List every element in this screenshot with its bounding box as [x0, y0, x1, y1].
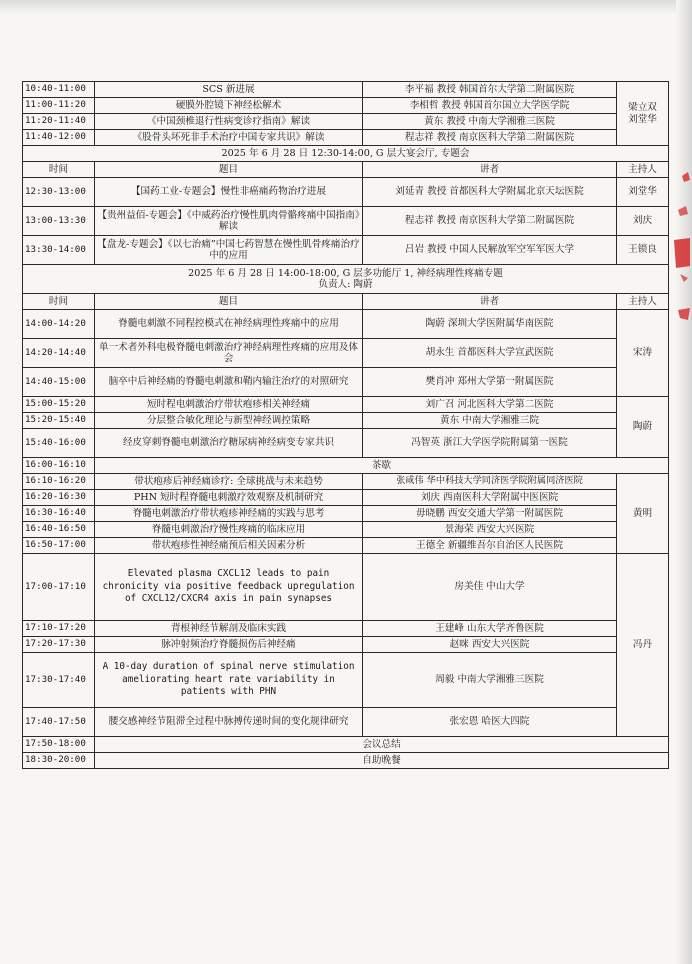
title-cell: 【盘龙-专题会】《以七治痛”中国七药智慧在慢性肌骨疼痛治疗中的应用	[95, 236, 363, 265]
schedule-row	[23, 339, 669, 368]
time-cell: 14:20-14:40	[23, 339, 95, 368]
schedule-row	[23, 429, 669, 458]
title-cell: 脉冲射频治疗脊髓损伤后神经痛	[95, 637, 363, 653]
column-header-row	[23, 294, 669, 310]
speaker-cell: 陶蔚 深圳大学医附属华南医院	[363, 310, 617, 339]
speaker-cell: 刘广召 河北医科大学第二医院	[363, 397, 617, 413]
time-cell: 12:30-13:00	[23, 178, 95, 207]
title-cell: 短时程电刺激治疗带状疱疹相关神经痛	[95, 397, 363, 413]
speaker-cell: 吕岩 教授 中国人民解放军空军军医大学	[363, 236, 617, 265]
title-cell: SCS 新进展	[95, 82, 363, 98]
schedule-row	[23, 82, 669, 98]
col-header-title: 题目	[95, 162, 363, 178]
time-cell: 16:00-16:10	[23, 458, 95, 474]
schedule-row	[23, 637, 669, 653]
summary-label: 会议总结	[95, 737, 669, 753]
host-cell: 刘庆	[617, 207, 669, 236]
col-header-time: 时间	[23, 162, 95, 178]
time-cell: 17:10-17:20	[23, 621, 95, 637]
time-cell: 18:30-20:00	[23, 753, 95, 769]
time-cell: 10:40-11:00	[23, 82, 95, 98]
title-cell: 带状疱疹后神经痛诊疗: 全球挑战与未来趋势	[95, 474, 363, 490]
title-cell: 【国药工业-专题会】慢性非癌痛药物治疗进展	[95, 178, 363, 207]
schedule-row	[23, 397, 669, 413]
title-cell: 带状疱疹性神经痛预后相关因素分析	[95, 538, 363, 554]
schedule-row	[23, 621, 669, 637]
title-cell: 硬膜外腔镜下神经松解术	[95, 98, 363, 114]
section-responsible: 负责人: 陶蔚	[318, 279, 373, 290]
col-header-title: 题目	[95, 294, 363, 310]
time-cell: 11:00-11:20	[23, 98, 95, 114]
schedule-row	[23, 554, 669, 621]
speaker-cell: 刘延青 教授 首都医科大学附属北京天坛医院	[363, 178, 617, 207]
host-cell: 陶蔚	[617, 397, 669, 458]
speaker-cell: 程志祥 教授 南京医科大学第二附属医院	[363, 207, 617, 236]
host-cell: 冯丹	[617, 554, 669, 737]
speaker-cell: 王德全 新疆维吾尔自治区人民医院	[363, 538, 617, 554]
schedule-row	[23, 236, 669, 265]
time-cell: 17:50-18:00	[23, 737, 95, 753]
title-cell: 分层整合敏化理论与新型神经调控策略	[95, 413, 363, 429]
summary-row	[23, 737, 669, 753]
schedule-row	[23, 413, 669, 429]
time-cell: 16:40-16:50	[23, 522, 95, 538]
speaker-cell: 张宏恩 哈医大四院	[363, 708, 617, 737]
time-cell: 15:20-15:40	[23, 413, 95, 429]
speaker-cell: 黄东 教授 中南大学湘雅三医院	[363, 114, 617, 130]
schedule-row	[23, 98, 669, 114]
host-cell: 梁立双 刘堂华	[617, 82, 669, 146]
title-cell: 背根神经节解剖及临床实践	[95, 621, 363, 637]
schedule-row	[23, 114, 669, 130]
time-cell: 16:10-16:20	[23, 474, 95, 490]
col-header-host: 主持人	[617, 162, 669, 178]
host-cell: 刘堂华	[617, 178, 669, 207]
section-heading-cell	[23, 265, 669, 294]
speaker-cell: 李相哲 教授 韩国首尔国立大学医学院	[363, 98, 617, 114]
section-heading-row	[23, 146, 669, 162]
speaker-cell: 樊肖冲 郑州大学第一附属医院	[363, 368, 617, 397]
title-cell: 脊髓电刺激治疗带状疱疹神经痛的实践与思考	[95, 506, 363, 522]
time-cell: 13:00-13:30	[23, 207, 95, 236]
time-cell: 17:00-17:10	[23, 554, 95, 621]
title-cell: 经皮穿刺脊髓电刺激治疗糖尿病神经病变专家共识	[95, 429, 363, 458]
dinner-label: 自助晚餐	[95, 753, 669, 769]
schedule-row	[23, 207, 669, 236]
title-cell: 脑卒中后神经痛的脊髓电刺激和鞘内输注治疗的对照研究	[95, 368, 363, 397]
time-cell: 14:00-14:20	[23, 310, 95, 339]
conference-schedule-table	[22, 81, 669, 769]
speaker-cell: 王建峰 山东大学齐鲁医院	[363, 621, 617, 637]
time-cell: 17:40-17:50	[23, 708, 95, 737]
schedule-row	[23, 130, 669, 146]
speaker-cell: 李平福 教授 韩国首尔大学第二附属医院	[363, 82, 617, 98]
speaker-cell: 黄东 中南大学湘雅三院	[363, 413, 617, 429]
speaker-cell: 周毅 中南大学湘雅三医院	[363, 653, 617, 708]
schedule-row	[23, 368, 669, 397]
host-cell: 王锁良	[617, 236, 669, 265]
time-cell: 14:40-15:00	[23, 368, 95, 397]
speaker-cell: 赵咪 西安大兴医院	[363, 637, 617, 653]
break-label: 茶歇	[95, 458, 669, 474]
time-cell: 11:40-12:00	[23, 130, 95, 146]
col-header-host: 主持人	[617, 294, 669, 310]
title-cell: 脊髓电刺激不同程控模式在神经病理性疼痛中的应用	[95, 310, 363, 339]
title-cell: 脊髓电刺激治疗慢性疼痛的临床应用	[95, 522, 363, 538]
schedule-row	[23, 310, 669, 339]
title-cell: 单一术者外科电极脊髓电刺激治疗神经病理性疼痛的应用及体会	[95, 339, 363, 368]
section-heading-row	[23, 265, 669, 294]
time-cell: 17:30-17:40	[23, 653, 95, 708]
time-cell: 17:20-17:30	[23, 637, 95, 653]
title-cell: 【贵州益佰-专题会】《中威药治疗慢性肌肉骨骼疼痛中国指南》解读	[95, 207, 363, 236]
col-header-time: 时间	[23, 294, 95, 310]
speaker-cell: 刘庆 西南医科大学附属中医医院	[363, 490, 617, 506]
time-cell: 13:30-14:00	[23, 236, 95, 265]
col-header-speaker: 讲者	[363, 294, 617, 310]
schedule-row	[23, 653, 669, 708]
title-cell: 《中国颈椎退行性病变诊疗指南》解读	[95, 114, 363, 130]
schedule-row	[23, 178, 669, 207]
page-binding-shadow	[676, 0, 692, 964]
speaker-cell: 张咸伟 华中科技大学同济医学院附属同济医院	[363, 474, 617, 490]
title-cell: 腰交感神经节阻滞全过程中脉搏传递时间的变化规律研究	[95, 708, 363, 737]
time-cell: 16:50-17:00	[23, 538, 95, 554]
page-top-edge	[0, 0, 692, 14]
title-cell: A 10-day duration of spinal nerve stimulation ameliorating heart rate variability in patients with PHN	[95, 653, 363, 708]
time-cell: 15:40-16:00	[23, 429, 95, 458]
schedule-row	[23, 490, 669, 506]
speaker-cell: 房美佳 中山大学	[363, 554, 617, 621]
red-seal-stamp	[668, 170, 692, 330]
speaker-cell: 景海荣 西安大兴医院	[363, 522, 617, 538]
speaker-cell: 程志祥 教授 南京医科大学第二附属医院	[363, 130, 617, 146]
speaker-cell: 冯智英 浙江大学医学院附属第一医院	[363, 429, 617, 458]
speaker-cell: 毋晓鹏 西安交通大学第一附属医院	[363, 506, 617, 522]
break-row	[23, 458, 669, 474]
time-cell: 16:30-16:40	[23, 506, 95, 522]
schedule-row	[23, 708, 669, 737]
dinner-row	[23, 753, 669, 769]
time-cell: 16:20-16:30	[23, 490, 95, 506]
title-cell: 《股骨头坏死非手术治疗中国专家共识》解读	[95, 130, 363, 146]
schedule-row	[23, 538, 669, 554]
time-cell: 11:20-11:40	[23, 114, 95, 130]
column-header-row	[23, 162, 669, 178]
section-heading: 2025 年 6 月 28 日 12:30-14:00, G 层大宴会厅, 专题会	[23, 146, 669, 162]
schedule-row	[23, 522, 669, 538]
speaker-cell: 胡永生 首都医科大学宣武医院	[363, 339, 617, 368]
title-cell: PHN 短时程脊髓电刺激疗效观察及机制研究	[95, 490, 363, 506]
title-cell: Elevated plasma CXCL12 leads to pain chronicity via positive feedback upregulation of CXCL12/CXCR4 axis in pain synapses	[95, 554, 363, 621]
host-cell: 黄明	[617, 474, 669, 554]
host-cell: 宋涛	[617, 310, 669, 397]
schedule-row	[23, 506, 669, 522]
time-cell: 15:00-15:20	[23, 397, 95, 413]
col-header-speaker: 讲者	[363, 162, 617, 178]
section-heading: 2025 年 6 月 28 日 14:00-18:00, G 层多功能厅 1, 神经病理性疼痛专题	[188, 267, 503, 279]
schedule-row	[23, 474, 669, 490]
